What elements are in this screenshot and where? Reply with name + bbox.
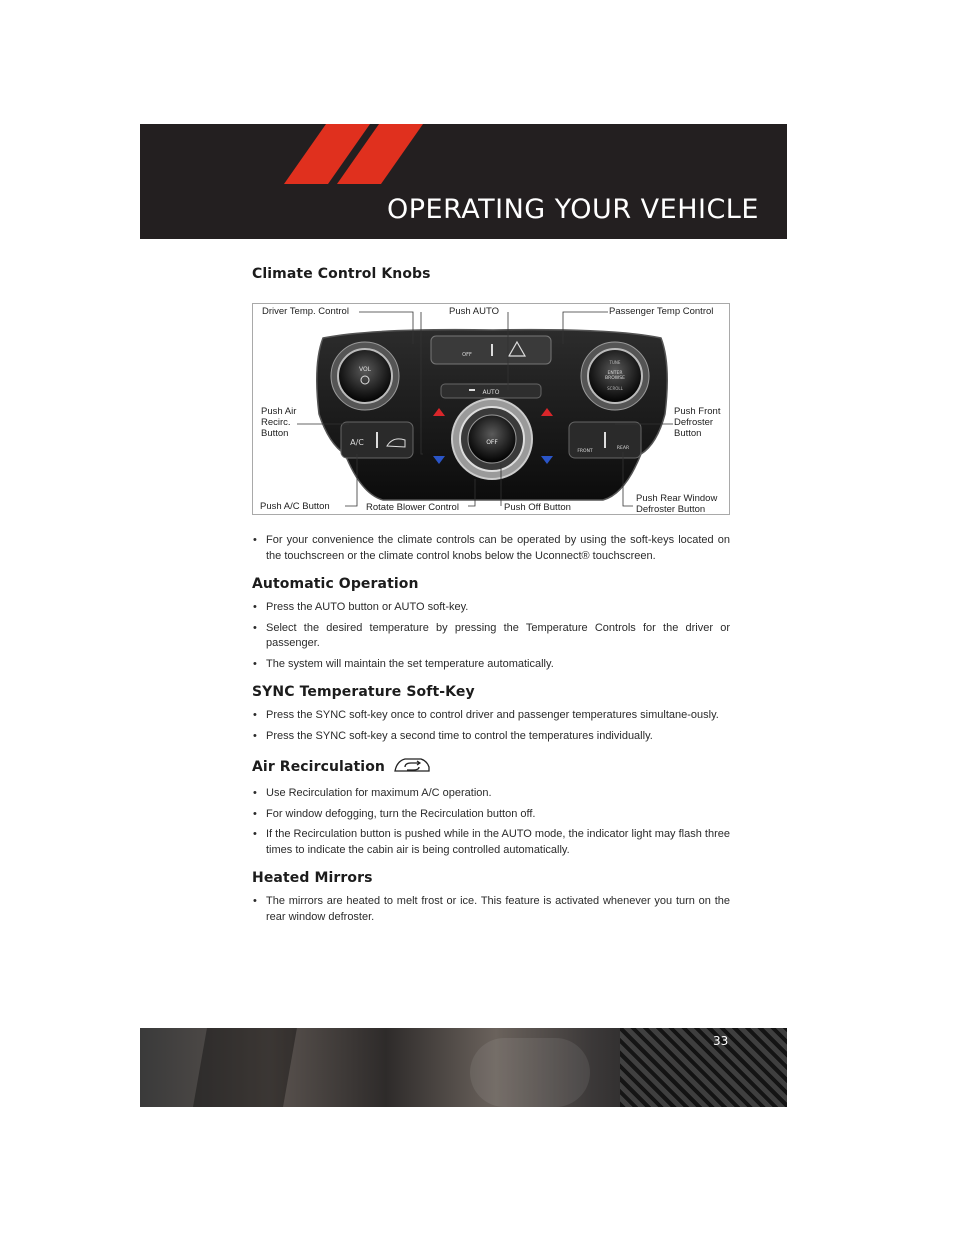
- label-push-air-recirc: Push Air Recirc. Button: [261, 406, 297, 439]
- list-item: • Press the SYNC soft-key once to control driver and passenger temperatures simultane-ously.: [252, 708, 730, 724]
- list-item: • Select the desired temperature by pressing the Temperature Controls for the driver or passenger.: [252, 621, 730, 652]
- section-automatic: [252, 576, 730, 672]
- air-recirculation-icon: [393, 756, 431, 778]
- rear-label: REAR: [616, 446, 630, 451]
- off-label: OFF: [486, 439, 498, 446]
- list-item: • For window defogging, turn the Recirculation button off.: [252, 807, 730, 823]
- list-item: • The system will maintain the set temperature automatically.: [252, 657, 730, 673]
- list-item: • Press the SYNC soft-key a second time to control the temperatures individually.: [252, 729, 730, 745]
- ac-label: A/C: [350, 438, 364, 447]
- list-item: • The mirrors are heated to melt frost or ice. This feature is activated whenever you turn on the rear window defroster.: [252, 894, 730, 925]
- section-heading-sync: SYNC Temperature Soft-Key: [252, 684, 475, 700]
- section-heading-mirrors: Heated Mirrors: [252, 870, 373, 886]
- vol-label: VOL: [358, 366, 372, 373]
- auto-label: AUTO: [482, 389, 500, 396]
- section-sync: [252, 684, 730, 744]
- grille-pattern: [620, 1028, 787, 1107]
- label-rotate-blower: Rotate Blower Control: [366, 502, 459, 513]
- label-push-auto: Push AUTO: [449, 306, 499, 317]
- list-item: • If the Recirculation button is pushed while in the AUTO mode, the indicator light may flash three times to indicate the cabin air is being controlled automatically.: [252, 827, 730, 858]
- page-title: OPERATING YOUR VEHICLE: [387, 194, 759, 225]
- list-item: • Use Recirculation for maximum A/C operation.: [252, 786, 730, 802]
- scroll-label: SCROLL: [607, 386, 623, 391]
- page-header: [140, 124, 787, 239]
- footer-photo-band: [140, 1028, 787, 1107]
- section-recirc: [252, 756, 730, 858]
- label-passenger-temp: Passenger Temp Control: [609, 306, 714, 317]
- list-item: • For your convenience the climate controls can be operated by using the soft-keys located on the touchscreen or the climate control knobs below the Uconnect® touchscreen.: [252, 533, 730, 564]
- browse-label: BROWSE: [605, 376, 625, 381]
- esc-off-label: OFF: [462, 352, 472, 358]
- climate-bullets: [252, 533, 730, 564]
- front-label: FRONT: [577, 449, 593, 454]
- label-push-rear-defroster: Push Rear Window Defroster Button: [636, 493, 718, 515]
- enter-label: ENTER: [607, 371, 623, 376]
- list-item: • Press the AUTO button or AUTO soft-key.: [252, 600, 730, 616]
- climate-control-diagram: [252, 303, 730, 515]
- label-push-off: Push Off Button: [504, 502, 571, 513]
- label-push-ac: Push A/C Button: [260, 501, 330, 512]
- section-mirrors: [252, 870, 730, 925]
- tune-label: TUNE: [609, 360, 621, 365]
- main-content: [252, 266, 730, 925]
- section-heading-climate: Climate Control Knobs: [252, 266, 431, 282]
- label-driver-temp: Driver Temp. Control: [262, 306, 349, 317]
- section-heading-automatic: Automatic Operation: [252, 576, 419, 592]
- page-number: 33: [713, 1034, 729, 1048]
- climate-panel-illustration: [253, 304, 730, 515]
- label-push-front-defroster: Push Front Defroster Button: [674, 406, 721, 439]
- section-heading-recirc: Air Recirculation: [252, 756, 730, 778]
